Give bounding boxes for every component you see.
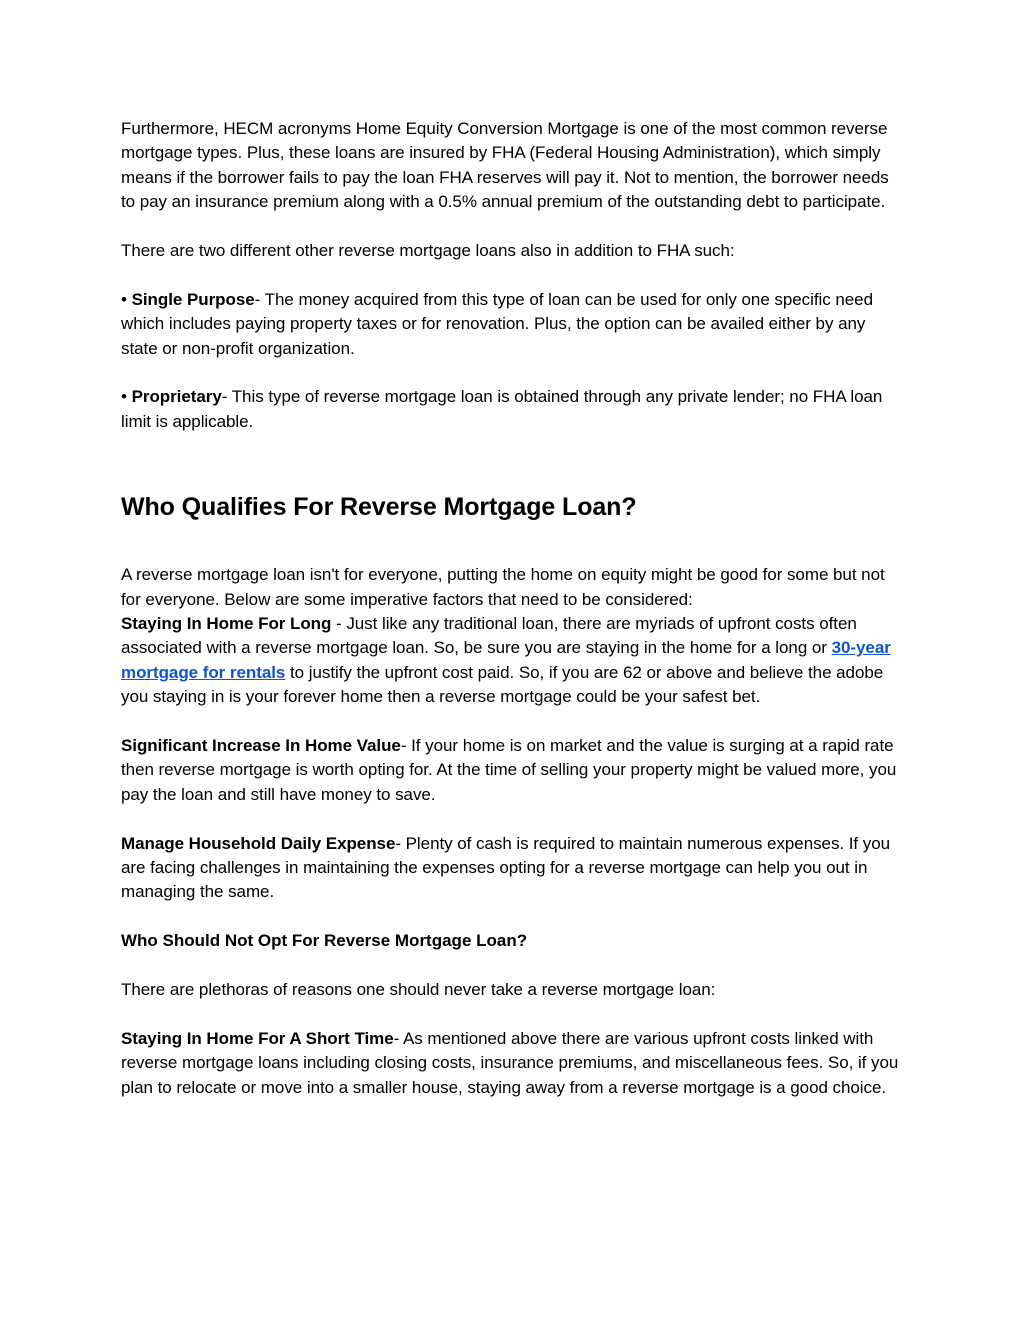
document-page [121, 117, 906, 1100]
home-value-desc: - If your home is on market and the value is surging at a rapid rate then reverse mortgage is worth opting for. At the time of selling your property might be valued more, you pay the loan and still have money to save. [121, 736, 897, 804]
loan-type-term: Single Purpose [131, 289, 255, 309]
staying-long-desc-before: - Just like any traditional loan, there are myriads of upfront costs often associated with a reverse mortgage loan. So, be sure you are staying in the home for a long or [121, 614, 857, 658]
not-opt-intro: There are plethoras of reasons one should never take a reverse mortgage loan: [121, 980, 716, 1000]
home-value-term: Significant Increase In Home Value [121, 736, 401, 756]
loan-type-proprietary [121, 385, 906, 434]
short-time-term: Staying In Home For A Short Time [121, 1028, 394, 1048]
home-value-paragraph [121, 734, 906, 807]
mortgage-for-rentals-link[interactable]: 30-year mortgage for rentals [121, 638, 891, 682]
intro-paragraph-other-loans: There are two different other reverse mortgage loans also in addition to FHA such: [121, 241, 735, 261]
staying-long-term: Staying In Home For Long [121, 614, 332, 634]
staying-long-desc-after: to justify the upfront cost paid. So, if you are 62 or above and believe the adobe you staying in is your forever home then a reverse mortgage could be your safest bet. [121, 662, 884, 707]
household-desc: - Plenty of cash is required to maintain numerous expenses. If you are facing challenges in maintaining the expenses opting for a reverse mortgage can help you out in managing the same. [121, 833, 891, 902]
household-term: Manage Household Daily Expense [121, 833, 396, 853]
loan-type-single-purpose [121, 288, 906, 361]
qualifies-intro: A reverse mortgage loan isn't for everyone, putting the home on equity might be good for some but not for everyone. Below are some imperative factors that need to be considered: [121, 565, 885, 609]
not-opt-heading: Who Should Not Opt For Reverse Mortgage Loan? [121, 931, 528, 951]
short-time-paragraph [121, 1027, 906, 1100]
loan-type-term: Proprietary [131, 387, 222, 407]
loan-type-description: - This type of reverse mortgage loan is obtained through any private lender; no FHA loan limit is applicable. [121, 387, 883, 431]
bullet: • [121, 387, 127, 407]
qualifies-heading: Who Qualifies For Reverse Mortgage Loan? [121, 493, 637, 522]
intro-paragraph-hecm: Furthermore, HECM acronyms Home Equity Conversion Mortgage is one of the most common reverse mortgage types. Plus, these loans are insured by FHA (Federal Housing Administration), which simply means if the borrower fails to pay the loan FHA reserves will pay it. Not to mention, the borrower needs to pay an insurance premium along with a 0.5% annual premium of the outstanding debt to participate. [121, 119, 889, 212]
loan-type-description: - The money acquired from this type of loan can be used for only one specific need which includes paying property taxes or for renovation. Plus, the option can be availed either by any state or non-profit organization. [121, 289, 873, 358]
bullet: • [121, 289, 127, 309]
household-paragraph [121, 832, 906, 905]
short-time-desc: - As mentioned above there are various upfront costs linked with reverse mortgage loans including closing costs, insurance premiums, and miscellaneous fees. So, if you plan to relocate or move into a smaller house, staying away from a reverse mortgage is a good choice. [121, 1028, 899, 1097]
qualifies-paragraph [121, 563, 906, 709]
